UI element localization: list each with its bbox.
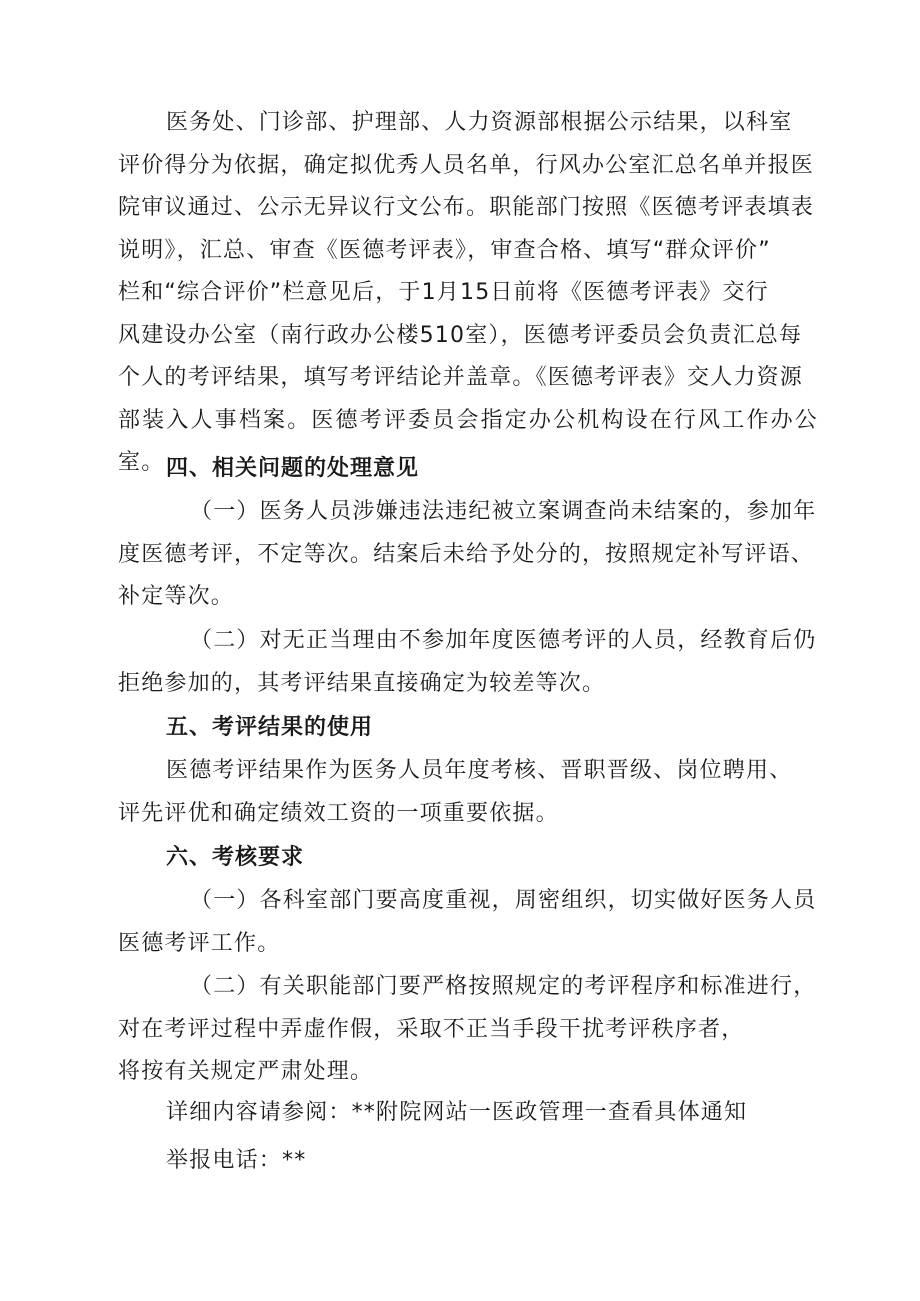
paragraph-investigation-case: （一）医务人员涉嫌违法违纪被立案调查尚未结案的，参加年 度医德考评，不定等次。结案后未给予处分的，按照规定补写评语、 补定等次。 [118, 499, 817, 609]
paragraph-evaluation-process: 医务处、门诊部、护理部、人力资源部根据公示结果，以科室 评价得分为依据，确定拟优秀人员名单，行风办公室汇总名单并报医 院审议通过、公示无异议行文公布。职能部门按照《医德考评表填表 说明》，汇总、审查《医德考评表》，审查合格、填写“群众评价” 栏和“综合评价”栏意见后，于1月15日前将《医德考评表》交行 风建设办公室（南行政办公楼510室），医德考评委员会负责汇总每 个人的考评结果，填写考评结论并盖章。《医德考评表》交人力资源 部装入人事档案。医德考评委员会指定办公机构设在行风工作办公室。 [118, 110, 818, 475]
paragraph-result-usage: 医德考评结果作为医务人员年度考核、晋职晋级、岗位聘用、 评先评优和确定绩效工资的一项重要依据。 [118, 758, 793, 826]
section-heading-result-usage: 五、考评结果的使用 [166, 715, 374, 740]
paragraph-refusal-case: （二）对无正当理由不参加年度医德考评的人员，经教育后仍 拒绝参加的，其考评结果直接确定为较差等次。 [118, 628, 817, 696]
section-heading-requirements: 六、考核要求 [166, 845, 305, 870]
report-hotline: 举报电话：** [166, 1148, 307, 1173]
section-heading-related-issues: 四、相关问题的处理意见 [166, 456, 420, 481]
paragraph-requirement-discipline: （二）有关职能部门要严格按照规定的考评程序和标准进行， 对在考评过程中弄虚作假，采取不正当手段干扰考评秩序者， 将按有关规定严肃处理。 [118, 974, 817, 1084]
details-reference-note: 详细内容请参阅：**附院网站一医政管理一查看具体通知 [166, 1100, 748, 1125]
paragraph-requirement-organize: （一）各科室部门要高度重视，周密组织，切实做好医务人员 医德考评工作。 [118, 888, 817, 956]
